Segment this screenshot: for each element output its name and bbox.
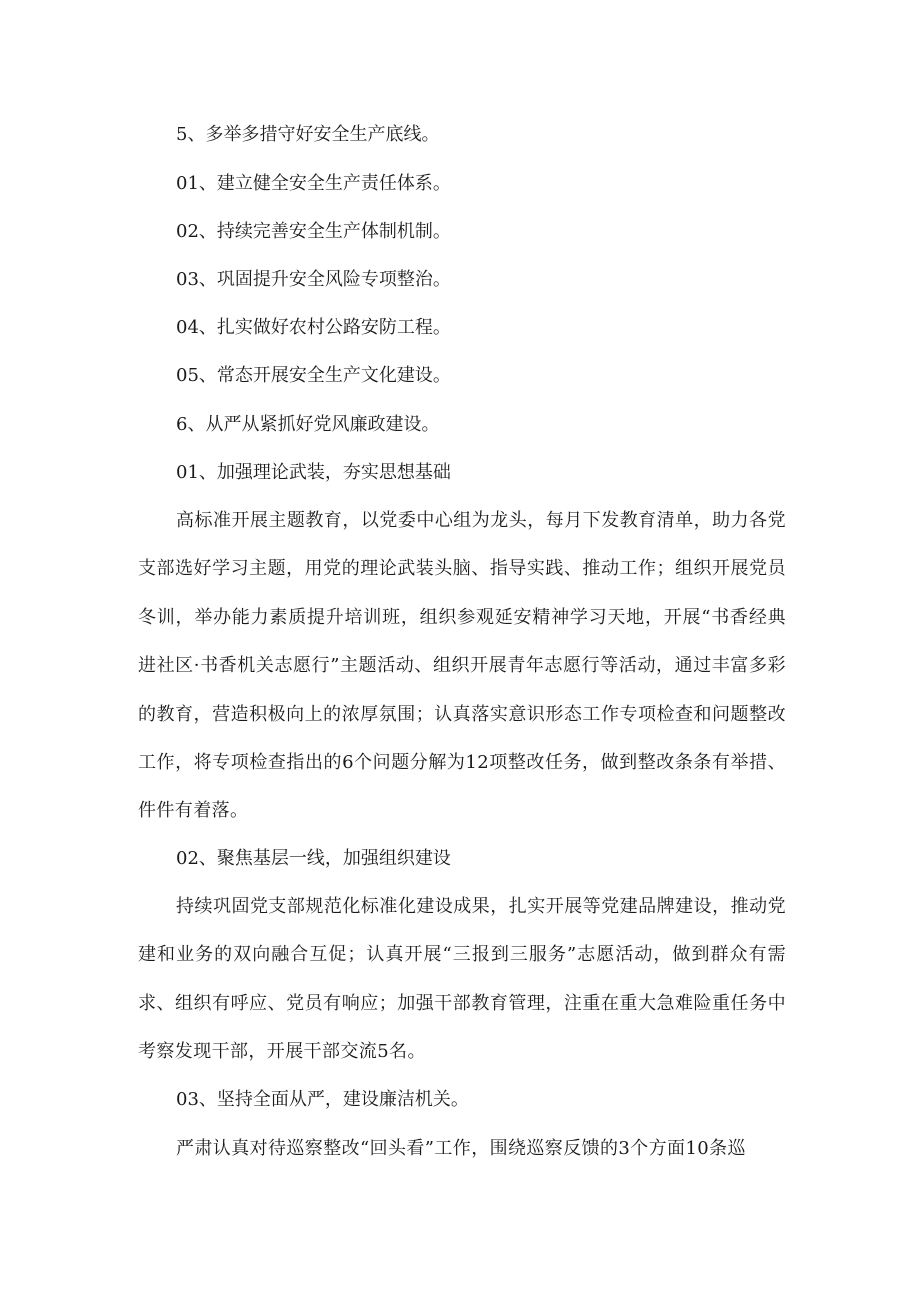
subheading-theory: 01、加强理论武装，夯实思想基础 (176, 462, 451, 483)
subheading-integrity: 03、坚持全面从严，建设廉洁机关。 (176, 1089, 469, 1110)
section-heading-5: 5、多举多措守好安全生产底线。 (176, 124, 440, 145)
section-heading-6: 6、从严从紧抓好党风廉政建设。 (176, 414, 440, 435)
paragraph-organization-building: 持续巩固党支部规范化标准化建设成果，扎实开展等党建品牌建设，推动党建和业务的双向融合互促；认真开展“三报到三服务”志愿活动，做到群众有需求、组织有呼应、党员有响应；加强干部教育管理，注重在重大急难险重任务中考察发现干部，开展干部交流5名。 (138, 896, 786, 1063)
subheading-04: 04、扎实做好农村公路安防工程。 (176, 317, 451, 338)
subheading-05: 05、常态开展安全生产文化建设。 (176, 365, 451, 386)
subheading-01: 01、建立健全安全生产责任体系。 (176, 173, 451, 194)
subheading-02: 02、持续完善安全生产体制机制。 (176, 221, 451, 242)
subheading-organization: 02、聚焦基层一线，加强组织建设 (176, 848, 451, 869)
paragraph-inspection-rectification: 严肃认真对待巡察整改“回头看”工作，围绕巡察反馈的3个方面10条巡 (176, 1138, 746, 1159)
subheading-03: 03、巩固提升安全风险专项整治。 (176, 269, 451, 290)
paragraph-theory-education: 高标准开展主题教育，以党委中心组为龙头，每月下发教育清单，助力各党支部选好学习主题，用党的理论武装头脑、指导实践、推动工作；组织开展党员冬训，举办能力素质提升培训班，组织参观延安精神学习天地，开展“书香经典进社区·书香机关志愿行”主题活动、组织开展青年志愿行等活动，通过丰富多彩的教育，营造积极向上的浓厚氛围；认真落实意识形态工作专项检查和问题整改工作，将专项检查指出的6个问题分解为12项整改任务，做到整改条条有举措、件件有着落。 (138, 510, 786, 822)
